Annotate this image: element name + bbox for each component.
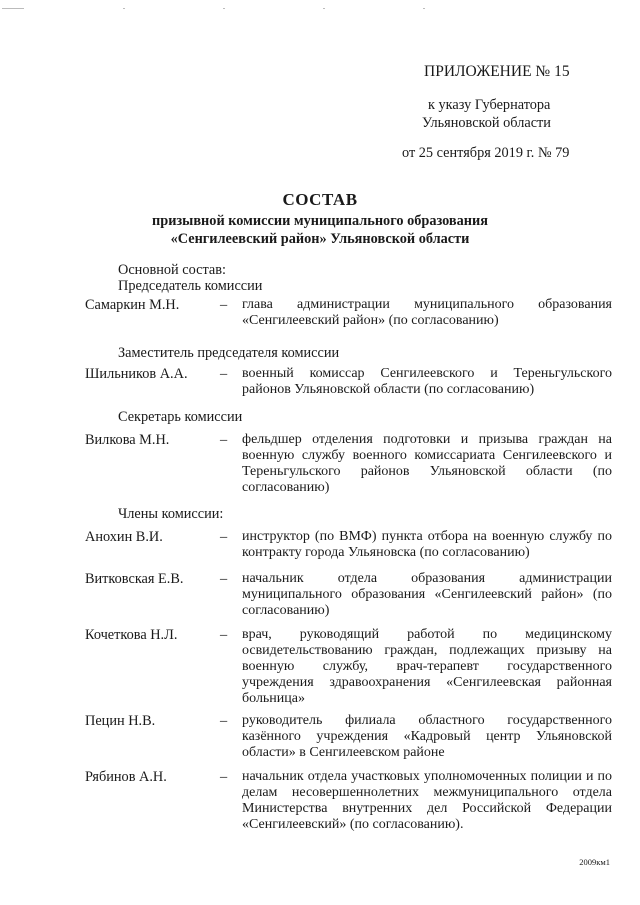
section-main-composition: Основной состав: [118,262,226,278]
section-secretary: Секретарь комиссии [118,409,243,425]
member-name: Самаркин М.Н. [85,297,180,313]
decree-line-2: Ульяновской области [422,115,551,131]
member-name: Кочеткова Н.Л. [85,627,178,643]
dash: – [220,713,228,729]
member-name: Пецин Н.В. [85,713,156,729]
document-title: СОСТАВ [282,190,358,209]
scan-mark [223,8,225,9]
document-subtitle-1: призывной комиссии муниципального образования [152,213,488,229]
dash: – [220,297,228,313]
member-role: инструктор (по ВМФ) пункта отбора на военную службу по контракту города Ульяновска (по согласованию) [242,529,612,560]
member-role: фельдшер отделения подготовки и призыва граждан на военную службу военного комиссариата Сенгилеевского и Тереньгульского районов Ульяновской области (по согласованию) [242,432,612,495]
dash: – [220,529,228,545]
decree-date: от 25 сентября 2019 г. № 79 [402,145,570,161]
decree-line-1: к указу Губернатора [428,97,551,113]
member-name: Витковская Е.В. [85,571,184,587]
section-members: Члены комиссии: [118,506,224,522]
document-subtitle-2: «Сенгилеевский район» Ульяновской области [170,231,470,247]
scan-mark [123,8,125,9]
section-chairman: Председатель комиссии [118,278,263,294]
member-name: Вилкова М.Н. [85,432,170,448]
member-role: начальник отдела образования администрации муниципального образования «Сенгилеевский район» (по согласованию) [242,571,612,618]
member-name: Анохин В.И. [85,529,163,545]
dash: – [220,432,228,448]
member-role: военный комиссар Сенгилеевского и Тереньгульского районов Ульяновской области (по согласованию) [242,366,612,397]
member-role: руководитель филиала областного государственного казённого учреждения «Кадровый центр Ульяновской области» в Сенгилеевском районе [242,713,612,760]
dash: – [220,627,228,643]
section-deputy: Заместитель председателя комиссии [118,345,340,361]
dash: – [220,571,228,587]
member-role: глава администрации муниципального образования «Сенгилеевский район» (по согласованию) [242,297,612,328]
appendix-number: ПРИЛОЖЕНИЕ № 15 [424,63,570,80]
scan-mark [423,8,425,9]
dash: – [220,366,228,382]
scan-mark [323,8,325,9]
document-code: 2009км1 [579,857,610,867]
member-role: начальник отдела участковых уполномоченных полиции и по делам несовершеннолетних межмуниципального отдела Министерства внутренних дел Российской Федерации «Сенгилеевский» (по согласованию). [242,769,612,832]
dash: – [220,769,228,785]
member-name: Шильников А.А. [85,366,188,382]
member-name: Рябинов А.Н. [85,769,167,785]
scan-mark [2,8,24,9]
member-role: врач, руководящий работой по медицинскому освидетельствованию граждан, подлежащих призыву на военную службу, врач-терапевт государственного учреждения здравоохранения «Сенгилеевская районная больница» [242,627,612,706]
